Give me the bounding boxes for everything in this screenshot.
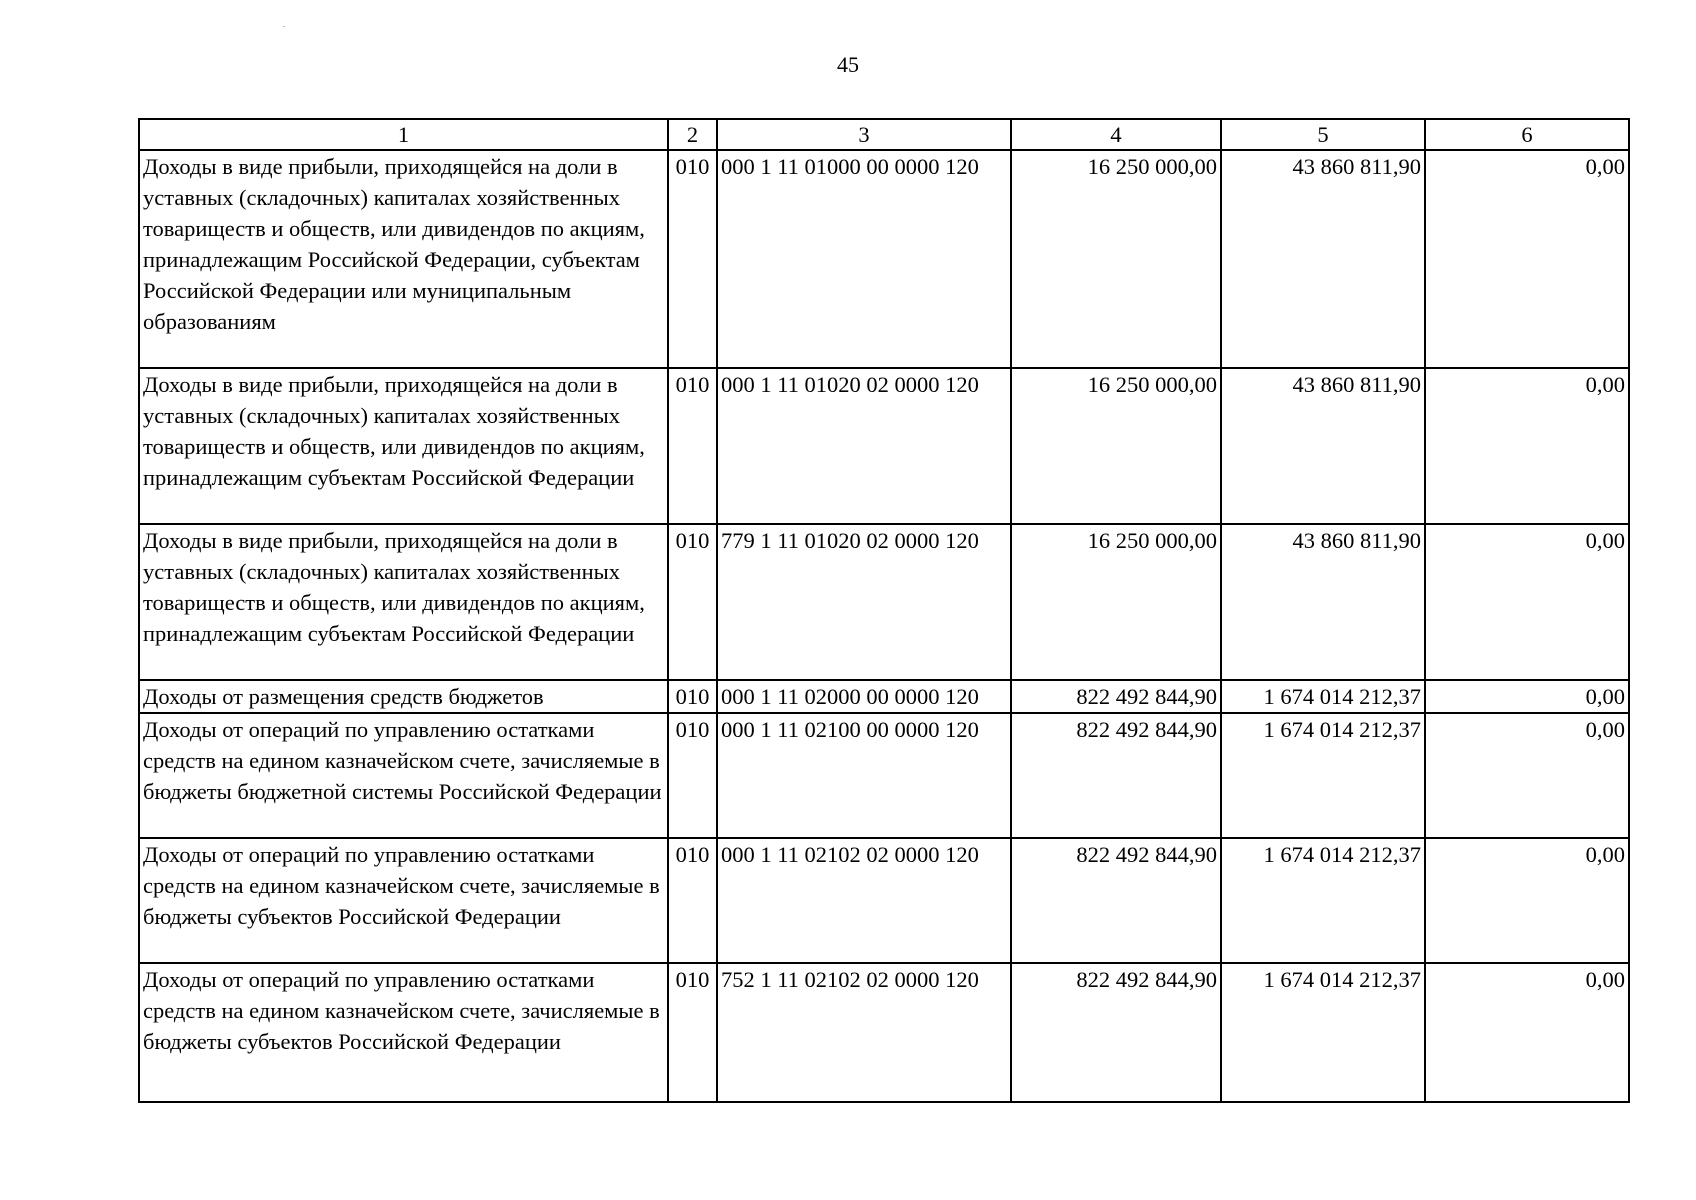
header-col-6: 6 [1425, 119, 1629, 150]
row-classification-code: 000 1 11 01000 00 0000 120 [717, 150, 1011, 368]
row-value-col6: 0,00 [1425, 713, 1629, 838]
row-value-col5: 43 860 811,90 [1221, 524, 1425, 680]
table-row [139, 150, 1629, 368]
row-value-col4: 822 492 844,90 [1011, 680, 1221, 713]
header-col-1: 1 [139, 119, 668, 150]
row-name: Доходы в виде прибыли, приходящейся на доли в уставных (складочных) капиталах хозяйственных товариществ и обществ, или дивидендов по акциям, принадлежащим Российской Федерации, субъектам Российской Федерации или муниципальным образованиям [139, 150, 668, 368]
row-classification-code: 000 1 11 01020 02 0000 120 [717, 368, 1011, 524]
row-name: Доходы от операций по управлению остатками средств на едином казначейском счете, зачисляемые в бюджеты субъектов Российской Федерации [139, 963, 668, 1102]
row-value-col4: 16 250 000,00 [1011, 524, 1221, 680]
row-value-col6: 0,00 [1425, 524, 1629, 680]
row-value-col6: 0,00 [1425, 368, 1629, 524]
table-row [139, 680, 1629, 713]
row-value-col5: 1 674 014 212,37 [1221, 680, 1425, 713]
row-line-code: 010 [668, 963, 717, 1102]
row-line-code: 010 [668, 838, 717, 963]
scan-mark [283, 26, 285, 27]
row-classification-code: 752 1 11 02102 02 0000 120 [717, 963, 1011, 1102]
row-value-col4: 822 492 844,90 [1011, 838, 1221, 963]
row-value-col5: 43 860 811,90 [1221, 150, 1425, 368]
row-name: Доходы в виде прибыли, приходящейся на доли в уставных (складочных) капиталах хозяйственных товариществ и обществ, или дивидендов по акциям, принадлежащим субъектам Российской Федерации [139, 368, 668, 524]
row-name: Доходы в виде прибыли, приходящейся на доли в уставных (складочных) капиталах хозяйственных товариществ и обществ, или дивидендов по акциям, принадлежащим субъектам Российской Федерации [139, 524, 668, 680]
row-line-code: 010 [668, 368, 717, 524]
table-row [139, 838, 1629, 963]
row-value-col4: 16 250 000,00 [1011, 368, 1221, 524]
row-value-col6: 0,00 [1425, 838, 1629, 963]
header-col-4: 4 [1011, 119, 1221, 150]
row-name: Доходы от операций по управлению остатками средств на едином казначейском счете, зачисляемые в бюджеты бюджетной системы Российской Федерации [139, 713, 668, 838]
row-value-col6: 0,00 [1425, 150, 1629, 368]
row-line-code: 010 [668, 713, 717, 838]
row-value-col5: 1 674 014 212,37 [1221, 838, 1425, 963]
table-row [139, 368, 1629, 524]
row-value-col5: 43 860 811,90 [1221, 368, 1425, 524]
row-value-col4: 16 250 000,00 [1011, 150, 1221, 368]
page-number: 45 [837, 52, 859, 77]
table-row [139, 963, 1629, 1102]
row-name: Доходы от размещения средств бюджетов [139, 680, 668, 713]
row-value-col4: 822 492 844,90 [1011, 713, 1221, 838]
row-line-code: 010 [668, 150, 717, 368]
header-col-5: 5 [1221, 119, 1425, 150]
row-line-code: 010 [668, 524, 717, 680]
row-classification-code: 000 1 11 02000 00 0000 120 [717, 680, 1011, 713]
header-col-2: 2 [668, 119, 717, 150]
table-row [139, 713, 1629, 838]
revenue-table [138, 118, 1630, 1103]
row-value-col4: 822 492 844,90 [1011, 963, 1221, 1102]
row-value-col6: 0,00 [1425, 680, 1629, 713]
row-classification-code: 000 1 11 02102 02 0000 120 [717, 838, 1011, 963]
row-name: Доходы от операций по управлению остатками средств на едином казначейском счете, зачисляемые в бюджеты субъектов Российской Федерации [139, 838, 668, 963]
table-row [139, 524, 1629, 680]
row-value-col6: 0,00 [1425, 963, 1629, 1102]
row-line-code: 010 [668, 680, 717, 713]
row-classification-code: 779 1 11 01020 02 0000 120 [717, 524, 1011, 680]
row-classification-code: 000 1 11 02100 00 0000 120 [717, 713, 1011, 838]
table-header-row [139, 119, 1629, 150]
row-value-col5: 1 674 014 212,37 [1221, 963, 1425, 1102]
row-value-col5: 1 674 014 212,37 [1221, 713, 1425, 838]
header-col-3: 3 [717, 119, 1011, 150]
